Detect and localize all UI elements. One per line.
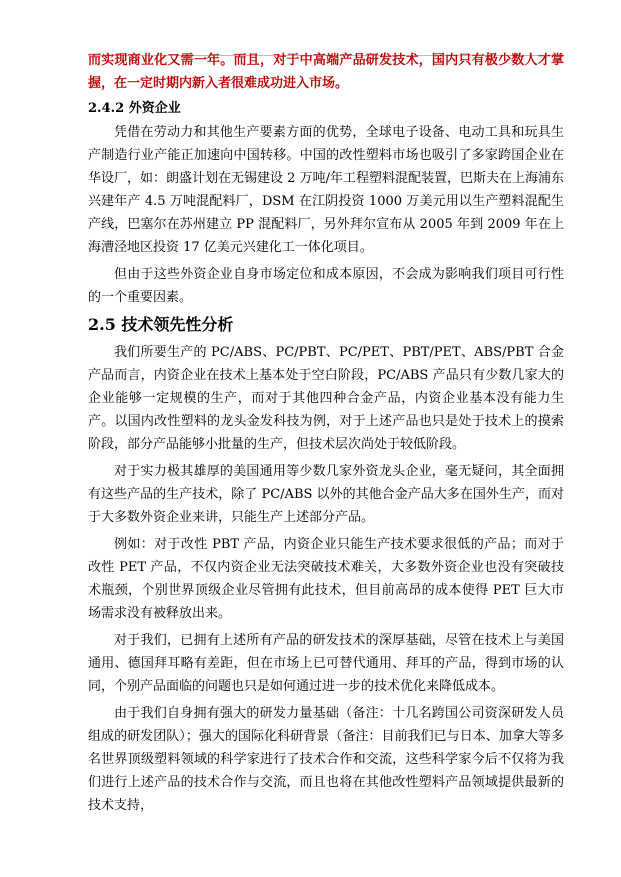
intro-paragraph-highlighted: 而实现商业化又需一年。而且，对于中高端产品研发技术，国内只有极少数人才掌握，在一定时期内新入者很难成功进入市场。	[88, 53, 564, 91]
document-body	[88, 49, 564, 817]
body-paragraph: 对于我们，已拥有上述所有产品的研发技术的深厚基础，尽管在技术上与美国通用、德国拜耳略有差距，但在市场上已可替代通用、拜耳的产品，得到市场的认同，个别产品面临的问题也只是如何通过进一步的技术优化来降低成本。	[88, 633, 564, 694]
body-paragraph: 我们所要生产的 PC/ABS、PC/PBT、PC/PET、PBT/PET、ABS/PBT 合金产品而言，内资企业在技术上基本处于空白阶段，PC/ABS 产品只有少数几家大的企业能够一定规模的生产，而对于其他四种合金产品，内资企业基本没有能力生产。以国内改性塑料的龙头金发科技为例，对于上述产品也只是处于技术上的摸索阶段，部分产品能够小批量的生产，但技术层次尚处于较低阶段。	[88, 345, 564, 452]
section-2-5-heading: 2.5 技术领先性分析	[88, 315, 234, 334]
body-paragraph: 对于实力极其雄厚的美国通用等少数几家外资龙头企业，毫无疑问，其全面拥有这些产品的生产技术，除了 PC/ABS 以外的其他合金产品大多在国外生产，而对于大多数外资企业来讲，只能生产上述部分产品。	[88, 464, 564, 525]
body-paragraph: 由于我们自身拥有强大的研发力量基础（备注：十几名跨国公司资深研发人员组成的研发团队）；强大的国际化科研背景（备注：目前我们已与日本、加拿大等多名世界顶级塑料领域的科学家进行了技术合作和交流，这些科学家今后不仅将为我们进行上述产品的技术合作与交流，而且也将在其他改性塑料产品领域提供最新的技术支持，	[88, 706, 564, 813]
body-paragraph: 凭借在劳动力和其他生产要素方面的优势，全球电子设备、电动工具和玩具生产制造行业产能正加速向中国转移。中国的改性塑料市场也吸引了多家跨国企业在华设厂，如：朗盛计划在无锡建设 2 万吨/年工程塑料混配装置，巴斯夫在上海浦东兴建年产 4.5 万吨混配料厂，DSM 在江阴投资 1000 万美元用以生产塑料混配生产线，巴塞尔在苏州建立 PP 混配料厂，另外拜尔宣布从 2005 年到 2009 年在上海漕泾地区投资 17 亿美元兴建化工一体化项目。	[88, 125, 564, 255]
body-paragraph: 但由于这些外资企业自身市场定位和成本原因，不会成为影响我们项目可行性的一个重要因素。	[88, 267, 564, 305]
section-2-4-2-heading: 2.4.2 外资企业	[88, 101, 181, 116]
body-paragraph: 例如：对于改性 PBT 产品，内资企业只能生产技术要求很低的产品；而对于改性 PET 产品，不仅内资企业无法突破技术难关，大多数外资企业也没有突破技术瓶颈，个别世界顶级企业尽管拥有此技术，但目前高昂的成本使得 PET 巨大市场需求没有被释放出来。	[88, 537, 564, 621]
